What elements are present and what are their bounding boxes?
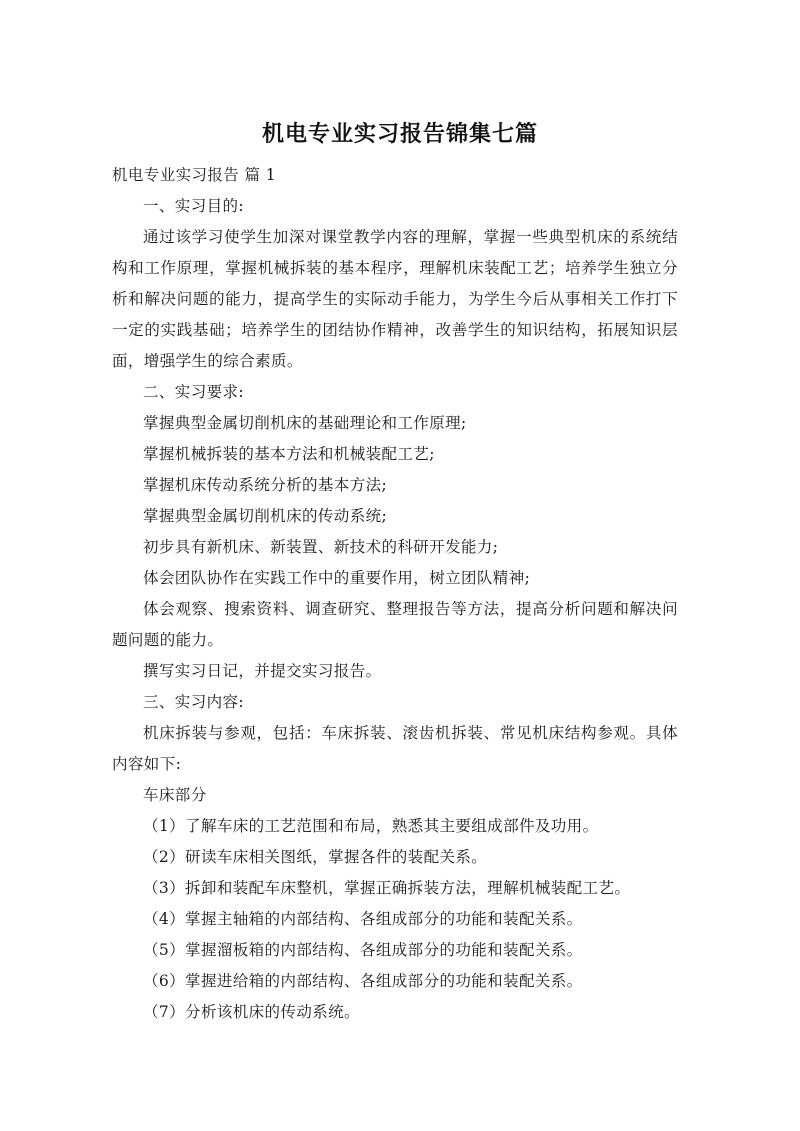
section-heading-requirements: 二、实习要求: [143,383,245,401]
section-heading-content: 三、实习内容: [143,693,245,711]
requirement-item: 体会观察、搜索资料、调查研究、整理报告等方法，提高分析问题和解决问题问题的能力。 [112,600,678,649]
requirement-item: 初步具有新机床、新装置、新技术的科研开发能力; [143,538,499,556]
lathe-item: （1）了解车床的工艺范围和布局，熟悉其主要组成部件及功用。 [143,817,599,835]
document-body [112,160,678,1028]
requirement-item: 掌握典型金属切削机床的传动系统; [143,507,388,525]
content-subheading-lathe: 车床部分 [143,786,207,804]
section-heading-purpose: 一、实习目的: [143,197,245,215]
requirement-item: 掌握机床传动系统分析的基本方法; [143,476,388,494]
report-subtitle: 机电专业实习报告 篇 1 [112,166,277,184]
requirement-item: 掌握典型金属切削机床的基础理论和工作原理; [143,414,467,432]
document-title: 机电专业实习报告锦集七篇 [261,122,538,147]
lathe-item: （7）分析该机床的传动系统。 [143,1003,360,1021]
lathe-item: （4）掌握主轴箱的内部结构、各组成部分的功能和装配关系。 [143,910,583,928]
requirement-item: 体会团队协作在实践工作中的重要作用，树立团队精神; [143,569,531,587]
requirement-item: 掌握机械拆装的基本方法和机械装配工艺; [143,445,435,463]
lathe-item: （6）掌握进给箱的内部结构、各组成部分的功能和装配关系。 [143,972,583,990]
lathe-item: （3）拆卸和装配车床整机，掌握正确拆装方法，理解机械装配工艺。 [143,879,631,897]
purpose-paragraph: 通过该学习使学生加深对课堂教学内容的理解，掌握一些典型机床的系统结构和工作原理，掌握机械拆装的基本程序，理解机床装配工艺；培养学生独立分析和解决问题的能力，提高学生的实际动手能力，为学生今后从事相关工作打下一定的实践基础；培养学生的团结协作精神，改善学生的知识结构，拓展知识层面，增强学生的综合素质。 [112,228,678,370]
content-paragraph: 机床拆装与参观，包括：车床拆装、滚齿机拆装、常见机床结构参观。具体内容如下: [112,724,678,773]
lathe-item: （5）掌握溜板箱的内部结构、各组成部分的功能和装配关系。 [143,941,583,959]
lathe-item: （2）研读车床相关图纸，掌握各件的装配关系。 [143,848,488,866]
requirement-item: 撰写实习日记，并提交实习报告。 [143,662,382,680]
